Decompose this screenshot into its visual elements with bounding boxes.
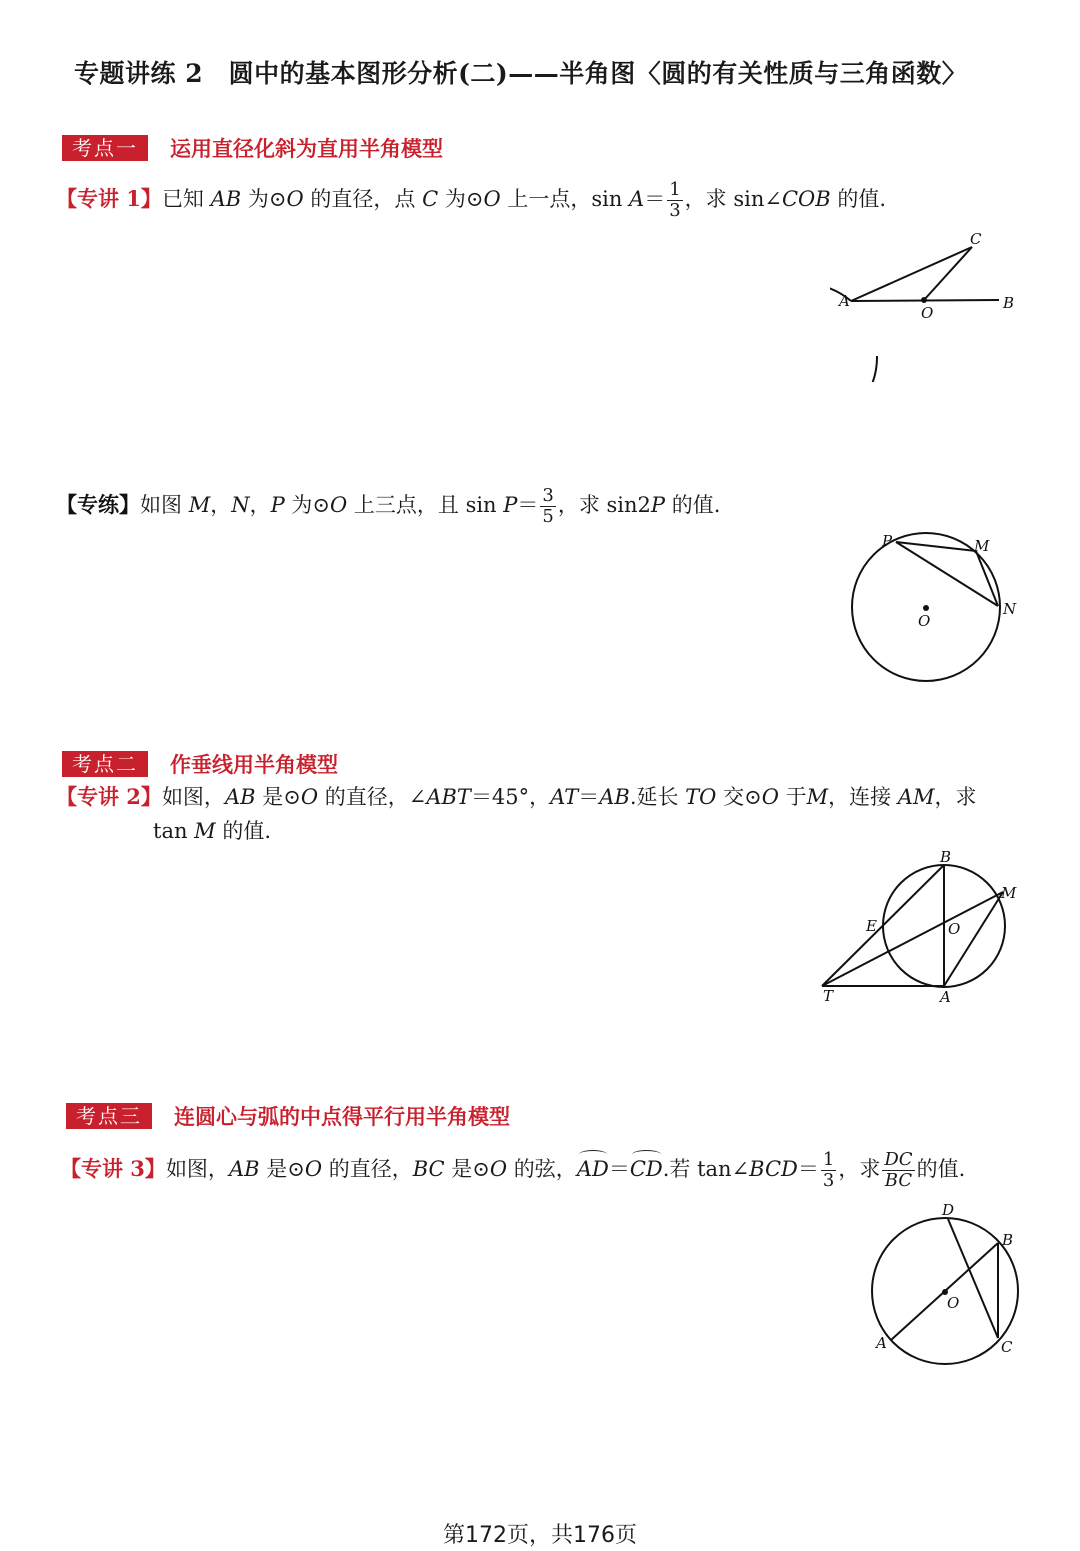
fraction-denominator: BC — [884, 1170, 913, 1191]
problem-3-var: TO — [685, 785, 717, 809]
problem-3-var: O — [300, 785, 319, 809]
fig2-label-p: P — [882, 532, 893, 550]
fig3-segment-tm — [822, 892, 1003, 986]
fig3-label-o: O — [948, 920, 961, 938]
problem-2 — [56, 486, 720, 527]
problem-3 — [56, 781, 976, 813]
problem-2-var: P — [650, 493, 666, 517]
problem-3-text: 交⊙ — [716, 785, 762, 809]
problem-3-var: AM — [897, 785, 935, 809]
fig2-label-o: O — [918, 612, 931, 630]
problem-4-var: O — [489, 1157, 508, 1181]
fig1-label-o: O — [921, 304, 934, 322]
problem-3-var: ABT — [426, 785, 471, 809]
problem-3-text: ，连接 — [828, 785, 898, 809]
fig2-center-dot — [923, 605, 929, 611]
problem-2-text: 为⊙ — [284, 493, 330, 517]
problem-2-text: ＝ — [517, 493, 539, 517]
fig3-segment-tb — [822, 865, 944, 986]
problem-3-var: M — [194, 819, 216, 843]
fig2-label-m: M — [974, 537, 990, 555]
fraction-denominator: 5 — [542, 506, 554, 527]
problem-2-text: ， — [210, 493, 232, 517]
fig3-label-e: E — [866, 917, 877, 935]
problem-4-text: 是⊙ — [444, 1157, 490, 1181]
problem-2-text: ， — [249, 493, 271, 517]
problem-1-text: 为⊙ — [241, 187, 287, 211]
problem-2-text: 上三点，且 sin — [347, 493, 504, 517]
problem-3-text: ，求 — [934, 785, 977, 809]
problem-3-text: 如图， — [161, 785, 225, 809]
fraction-numerator: 1 — [669, 179, 681, 200]
problem-1-var: O — [483, 187, 501, 211]
problem-4 — [60, 1150, 965, 1191]
problem-4-var: BCD — [749, 1157, 798, 1181]
problem-4-text: ＝ — [608, 1157, 630, 1181]
problem-3-var: O — [761, 785, 779, 809]
section-1-header — [62, 134, 443, 162]
problem-4-var: BC — [412, 1157, 445, 1181]
fig3-segment-am — [944, 892, 1003, 986]
problem-4-text: 如图， — [165, 1157, 229, 1181]
problem-4-text: ，求 — [838, 1157, 881, 1181]
problem-4-fraction — [821, 1150, 836, 1191]
problem-2-var: O — [330, 493, 348, 517]
fig1-label-c: C — [970, 230, 982, 248]
problem-1-label: 【专讲 1】 — [56, 186, 162, 211]
problem-3-var: AT — [550, 785, 579, 809]
section-2-tag: 考点二 — [62, 751, 148, 777]
problem-3-label: 【专讲 2】 — [56, 784, 162, 809]
problem-2-var: P — [270, 493, 285, 517]
fig3-label-b: B — [940, 848, 952, 866]
fraction-numerator: 3 — [542, 485, 554, 506]
page-footer: 第172页，共176页 — [443, 1523, 637, 1548]
problem-1 — [56, 180, 886, 221]
problem-2-text: ，求 sin2 — [557, 493, 651, 517]
problem-3-text: 的直径，∠ — [318, 785, 427, 809]
section-2-header — [62, 750, 338, 778]
figure-3 — [810, 845, 1030, 1010]
fig4-label-a: A — [876, 1334, 887, 1352]
fig3-label-t: T — [823, 987, 834, 1005]
problem-1-text: 上一点，sin — [500, 187, 630, 211]
fig4-label-d: D — [942, 1201, 955, 1219]
section-1-title: 运用直径化斜为直用半角模型 — [170, 137, 443, 161]
fig3-label-m: M — [1001, 884, 1017, 902]
problem-4-text: .若 tan∠ — [662, 1157, 750, 1181]
fig4-label-c: C — [1001, 1338, 1013, 1356]
problem-3-var: AB — [599, 785, 630, 809]
problem-1-var: AB — [210, 187, 242, 211]
fig1-circle — [830, 283, 877, 382]
problem-1-text: 的直径，点 — [303, 187, 423, 211]
fraction-numerator: DC — [884, 1149, 913, 1170]
problem-3-text: 的值. — [215, 819, 272, 843]
problem-2-text: 如图 — [140, 493, 189, 517]
figure-4 — [860, 1195, 1030, 1370]
section-2-title: 作垂线用半角模型 — [170, 753, 338, 777]
problem-1-var: A — [629, 187, 645, 211]
problem-3-text: 是⊙ — [255, 785, 301, 809]
fig1-radius-oc — [924, 247, 972, 300]
fig1-center-dot — [921, 297, 927, 303]
fig1-chord-ac — [851, 247, 972, 301]
fig4-label-o: O — [947, 1294, 960, 1312]
problem-4-label: 【专讲 3】 — [60, 1156, 166, 1181]
problem-1-text: ＝ — [644, 187, 666, 211]
problem-3-line-2 — [153, 815, 271, 847]
problem-3-text: ＝45°， — [470, 785, 551, 809]
section-3-tag: 考点三 — [66, 1103, 152, 1129]
fig2-label-n: N — [1003, 600, 1017, 618]
problem-4-text: 的直径， — [322, 1157, 413, 1181]
fig3-label-a: A — [940, 988, 951, 1006]
section-1-tag: 考点一 — [62, 135, 148, 161]
fraction-numerator: 1 — [822, 1149, 835, 1170]
fraction-denominator: 3 — [822, 1170, 835, 1191]
fig1-label-b: B — [1003, 294, 1015, 312]
problem-2-var: N — [231, 493, 250, 517]
figure-1 — [830, 222, 1020, 382]
problem-4-var: AB — [228, 1157, 260, 1181]
section-3-title: 连圆心与弧的中点得平行用半角模型 — [174, 1105, 510, 1129]
fraction-denominator: 3 — [669, 200, 681, 221]
problem-4-text: ＝ — [797, 1157, 819, 1181]
problem-2-var: M — [188, 493, 211, 517]
problem-1-var: O — [286, 187, 304, 211]
problem-4-ratio-fraction — [882, 1150, 914, 1191]
problem-1-text: 已知 — [161, 187, 211, 211]
page-title: 专题讲练 2 圆中的基本图形分析(二)——半角图〈圆的有关性质与三角函数〉 — [74, 59, 968, 88]
problem-3-text: ＝ — [578, 785, 600, 809]
problem-2-label: 【专练】 — [56, 492, 140, 517]
problem-4-text: 是⊙ — [259, 1157, 305, 1181]
problem-2-text: 的值. — [665, 493, 721, 517]
problem-3-var: M — [806, 785, 829, 809]
problem-4-arc: AD — [577, 1153, 609, 1185]
problem-3-text: 于 — [778, 785, 807, 809]
problem-1-var: COB — [781, 187, 831, 211]
problem-2-var: P — [503, 493, 518, 517]
fig1-label-a: A — [839, 292, 850, 310]
fig4-label-b: B — [1002, 1231, 1014, 1249]
problem-2-fraction — [540, 486, 555, 527]
problem-3-text: tan — [153, 819, 195, 843]
problem-1-text: ，求 sin∠ — [684, 187, 782, 211]
section-3-header — [66, 1102, 510, 1130]
problem-4-var: O — [304, 1157, 323, 1181]
problem-4-arc: CD — [630, 1153, 663, 1185]
problem-3-var: AB — [224, 785, 256, 809]
problem-1-var: C — [422, 187, 439, 211]
problem-4-text: 的弦， — [507, 1157, 577, 1181]
problem-1-text: 的值. — [830, 187, 887, 211]
problem-1-fraction — [667, 180, 682, 221]
fig4-chord-dc — [948, 1219, 998, 1338]
figure-2 — [830, 520, 1030, 690]
problem-3-text: .延长 — [629, 785, 686, 809]
problem-4-text: 的值. — [916, 1157, 966, 1181]
problem-1-text: 为⊙ — [438, 187, 484, 211]
